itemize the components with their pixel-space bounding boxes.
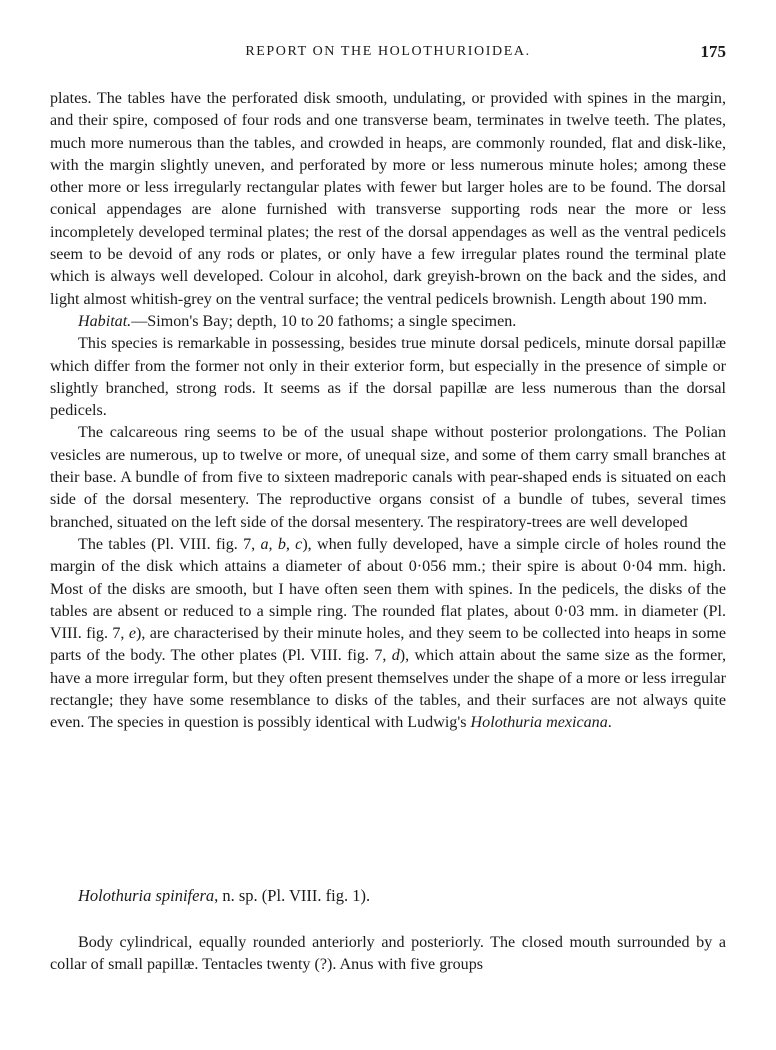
running-header xyxy=(50,44,726,66)
paragraph-continued: plates. The tables have the perforated disk smooth, undulating, or provided with spines in the margin, and their spire, composed of four rods and one transverse beam, terminates in twelve teeth. The plates, much more numerous than the tables, and crowded in heaps, are commonly rounded, flat and disk-like, with the margin slightly uneven, and perforated by more or less numerous minute holes; among these other more or less irregularly rectangular plates with fewer but larger holes are to be found. The dorsal conical appendages are alone furnished with transverse supporting rods near the more or less incompletely developed terminal plates; the rest of the dorsal appendages as well as the ventral pedicels seem to be devoid of any rods or plates, or only have a few irregular plates round the terminal plate which is always well developed. Colour in alcohol, dark greyish-brown on the back and the sides, and light almost whitish-grey on the ventral surface; the ventral pedicels brownish. Length about 190 mm. xyxy=(50,90,726,308)
text-segment: The tables (Pl. VIII. fig. 7, xyxy=(78,535,261,553)
paragraph-description: Body cylindrical, equally rounded anteriorly and posteriorly. The closed mouth surrounded by a collar of small papillæ. Tentacles twenty (?). Anus with five groups xyxy=(50,934,726,974)
habitat-text: —Simon's Bay; depth, 10 to 20 fathoms; a single specimen. xyxy=(131,312,517,330)
species-heading-name: Holothuria spinifera xyxy=(78,886,215,905)
species-heading xyxy=(78,886,370,906)
species-description xyxy=(50,932,726,977)
paragraph-remarks: This species is remarkable in possessing, besides true minute dorsal pedicels, minute dorsal papillæ which differ from the former not only in their exterior form, but especially in the presence of simple or slightly branched, strong rods. It seems as if the dorsal papillæ are less numerous than the dorsal pedicels. xyxy=(50,335,726,420)
text-segment: ), when fully developed, have a simple circle of holes round the margin of the disk which attains a diameter of about 0·056 mm.; their spire is about 0·04 mm. high. Most of the disks are smooth, but I have often seen them with spines. In the pedicels, the disks of the tables are absent or reduced to a simple ring. The rounded flat plates, about 0·03 mm. in diameter (Pl. VIII. fig. 7, xyxy=(50,535,726,643)
text-segment: ), are characterised by their minute holes, and they seem to be collected into heaps in some parts of the body. The other plates (Pl. VIII. fig. 7, xyxy=(50,625,727,665)
figure-ref: d xyxy=(391,647,400,665)
paragraph-anatomy: The calcareous ring seems to be of the usual shape without posterior prolongations. The Polian vesicles are numerous, up to twelve or more, of unequal size, and some of them carry small branches at their base. A bundle of from five to sixteen madreporic canals with pear-shaped ends is situated on each side of the dorsal mesentery. The reproductive organs consist of a bundle of tubes, several times branched, situated on the left side of the dorsal mesentery. The respiratory-trees are well developed xyxy=(50,424,726,531)
text-segment: . xyxy=(607,714,612,732)
species-name: Holothuria mexicana xyxy=(470,714,608,732)
page-number: 175 xyxy=(700,42,726,61)
paragraph-habitat xyxy=(50,311,726,333)
species-heading-rest: , n. sp. (Pl. VIII. fig. 1). xyxy=(214,886,371,905)
running-title: REPORT ON THE HOLOTHURIOIDEA. xyxy=(245,44,531,59)
text-segment: ), which attain about the same size as the former, have a more irregular form, but they often present themselves under the shape of a more or less irregular rectangle; they have some resemblance to disks of the tables, and their surfaces are not always quite even. The species in question is possibly identical with Ludwig's xyxy=(50,647,726,732)
paragraph-tables xyxy=(50,534,726,735)
figure-ref: e xyxy=(128,625,136,643)
habitat-label: Habitat. xyxy=(78,312,132,330)
figure-ref: a, b, c xyxy=(260,535,303,553)
main-text xyxy=(50,88,726,735)
